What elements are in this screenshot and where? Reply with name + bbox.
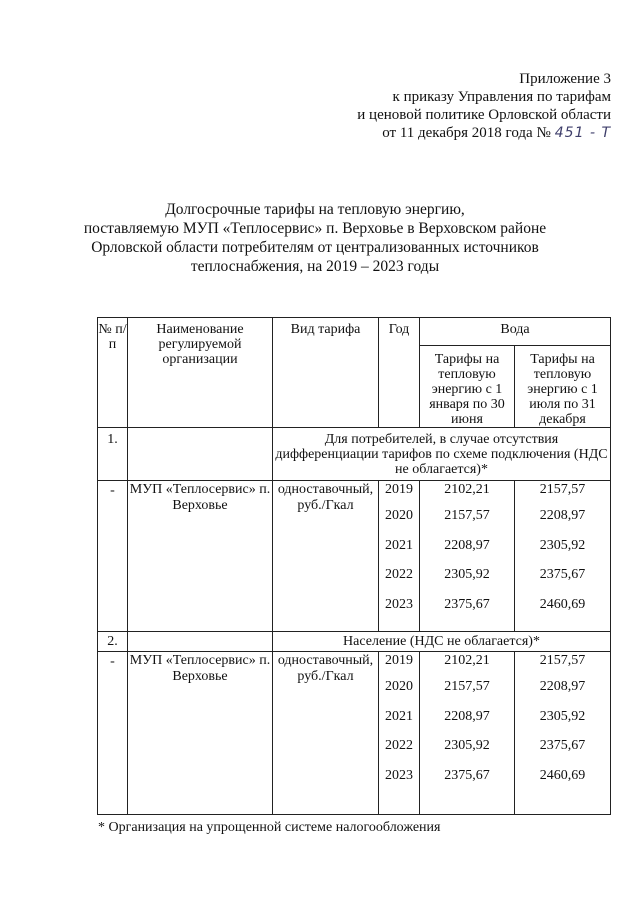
section-num: 2. — [98, 632, 128, 652]
year-value: 2020 — [385, 679, 413, 694]
section-row — [98, 632, 611, 652]
appendix-label: Приложение 3 — [519, 71, 611, 87]
tariff-value: 2305,92 — [539, 537, 586, 553]
tariff-value: 2102,21 — [444, 653, 490, 668]
section-empty-cell — [128, 632, 273, 652]
tariff-value: 2375,67 — [444, 767, 490, 783]
tariff-value: 2375,67 — [444, 596, 490, 612]
year-value: 2023 — [385, 596, 413, 612]
tariff-value: 2208,97 — [539, 508, 586, 523]
tariff-value: 2157,57 — [444, 508, 490, 523]
title-line-1: Долгосрочные тарифы на тепловую энергию, — [165, 201, 465, 218]
year-value: 2019 — [385, 653, 413, 668]
header-water: Вода — [420, 318, 611, 346]
tariff-jul-dec-cell — [515, 481, 611, 632]
title-line-2: поставляемую МУП «Теплосервис» п. Верховье в Верховском районе — [83, 220, 547, 237]
tariff-type: одноставочный, руб./Гкал — [273, 652, 379, 815]
table-row — [98, 481, 611, 632]
order-date: от 11 декабря 2018 года № — [382, 125, 551, 141]
header-tariff-type: Вид тарифа — [273, 318, 379, 428]
year-value: 2023 — [385, 767, 413, 783]
tariff-table — [97, 317, 611, 815]
header-tariff-jan-jun: Тарифы на тепловую энергию с 1 января по 30 июня — [420, 346, 515, 428]
years-cell — [379, 481, 420, 632]
order-reference: к приказу Управления по тарифам — [392, 89, 611, 105]
tariff-jan-jun-cell — [420, 652, 515, 815]
tariff-jan-jun-cell — [420, 481, 515, 632]
appendix-header — [311, 70, 611, 142]
row-num: - — [98, 652, 128, 815]
tariff-value: 2375,67 — [539, 738, 586, 754]
section-title: Население (НДС не облагается)* — [273, 632, 611, 652]
years-cell — [379, 652, 420, 815]
tariff-value: 2305,92 — [444, 738, 490, 754]
tariff-value: 2375,67 — [539, 567, 586, 583]
order-number-handwritten: 451 - Т — [554, 125, 611, 141]
org-name: МУП «Теплосервис» п. Верховье — [128, 481, 273, 632]
year-value: 2020 — [385, 508, 413, 523]
tariff-value: 2460,69 — [539, 767, 586, 783]
year-value: 2019 — [385, 482, 413, 497]
tariff-value: 2102,21 — [444, 482, 490, 497]
year-value: 2021 — [385, 537, 413, 553]
year-value: 2022 — [385, 738, 413, 754]
section-num: 1. — [98, 428, 128, 481]
tariff-value: 2208,97 — [444, 537, 490, 553]
tariff-value: 2157,57 — [539, 653, 586, 668]
title-line-3: Орловской области потребителям от централизованных источников — [91, 239, 539, 256]
header-org: Наименование регулируемой организации — [128, 318, 273, 428]
year-value: 2021 — [385, 708, 413, 724]
tariff-jul-dec-cell — [515, 652, 611, 815]
title-line-4: теплоснабжения, на 2019 – 2023 годы — [190, 258, 440, 275]
section-empty-cell — [128, 428, 273, 481]
header-year: Год — [379, 318, 420, 428]
tariff-value: 2157,57 — [539, 482, 586, 497]
tariff-value: 2305,92 — [444, 567, 490, 583]
header-tariff-jul-dec: Тарифы на тепловую энергию с 1 июля по 31 декабря — [515, 346, 611, 428]
tariff-type: одноставочный, руб./Гкал — [273, 481, 379, 632]
org-name: МУП «Теплосервис» п. Верховье — [128, 652, 273, 815]
order-date-line — [311, 124, 611, 142]
tariff-value: 2208,97 — [444, 708, 490, 724]
section-title: Для потребителей, в случае отсутствия дифференциации тарифов по схеме подключения (НДС не облагается)* — [273, 428, 611, 481]
table-row — [98, 652, 611, 815]
document-title — [80, 200, 550, 276]
row-num: - — [98, 481, 128, 632]
tariff-value: 2208,97 — [539, 679, 586, 694]
header-num: № п/п — [98, 318, 128, 428]
tariff-value: 2460,69 — [539, 596, 586, 612]
section-row — [98, 428, 611, 481]
tariff-value: 2157,57 — [444, 679, 490, 694]
order-authority: и ценовой политике Орловской области — [357, 107, 611, 123]
tariff-value: 2305,92 — [539, 708, 586, 724]
footnote: * Организация на упрощенной системе налогообложения — [98, 820, 441, 835]
year-value: 2022 — [385, 567, 413, 583]
